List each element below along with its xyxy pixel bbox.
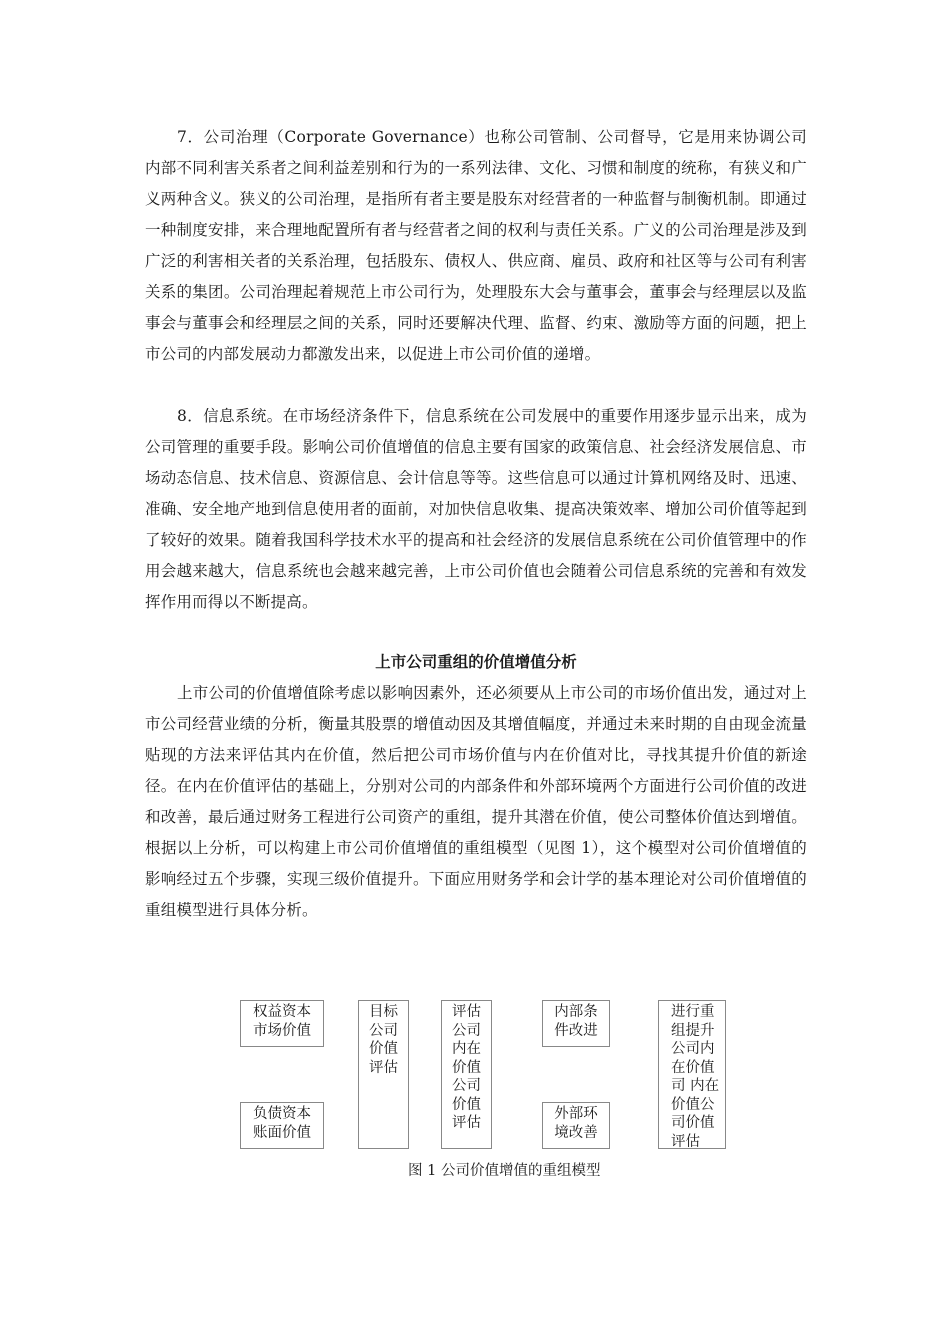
figure-caption: 图 1 公司价值增值的重组模型 xyxy=(408,1163,601,1179)
target-box-label: 目标 公司 价值 评估 xyxy=(369,1004,398,1076)
internal-box-label: 内部条 件改进 xyxy=(554,1004,598,1039)
equity-box-label: 权益资本 市场价值 xyxy=(253,1004,311,1039)
equity-market-value-box xyxy=(240,1000,324,1047)
debt-box-label: 负债资本 账面价值 xyxy=(253,1106,311,1141)
paragraph-value-analysis: 上市公司的价值增值除考虑以影响因素外，还必须要从上市公司的市场价值出发，通过对上市公司经营业绩的分析，衡量其股票的增值动因及其增值幅度，并通过未来时期的自由现金流量贴现的方法来评估其内在价值，然后把公司市场价值与内在价值对比，寻找其提升价值的新途径。在内在价值评估的基础上，分别对公司的内部条件和外部环境两个方面进行公司价值的改进和改善，最后通过财务工程进行公司资产的重组，提升其潜在价值，使公司整体价值达到增值。根据以上分析，可以构建上市公司价值增值的重组模型（见图 1），这个模型对公司价值增值的影响经过五个步骤，实现三级价值提升。下面应用财务学和会计学的基本理论对公司价值增值的重组模型进行具体分析。 xyxy=(145,684,807,919)
external-box-label: 外部环 境改善 xyxy=(554,1106,598,1141)
paragraph-corporate-governance: 7．公司治理（Corporate Governance）也称公司管制、公司督导，它是用来协调公司内部不同利害关系者之间利益差别和行为的一系列法律、文化、习惯和制度的统称，有狭义和广义两种含义。狭义的公司治理，是指所有者主要是股东对经营者的一种监督与制衡机制。即通过一种制度安排，来合理地配置所有者与经营者之间的权利与责任关系。广义的公司治理是涉及到广泛的利害相关者的关系治理，包括股东、债权人、供应商、雇员、政府和社区等与公司有利害关系的集团。公司治理起着规范上市公司行为，处理股东大会与董事会，董事会与经理层以及监事会与董事会和经理层之间的关系，同时还要解决代理、监督、约束、激励等方面的问题，把上市公司的内部发展动力都激发出来，以促进上市公司价值的递增。 xyxy=(145,128,807,363)
intrinsic-value-assessment-box xyxy=(441,1000,492,1149)
external-improvement-box xyxy=(542,1102,610,1149)
section-title: 上市公司重组的价值增值分析 xyxy=(375,653,577,671)
paragraph-information-system: 8．信息系统。在市场经济条件下，信息系统在公司发展中的重要作用逐步显示出来，成为公司管理的重要手段。影响公司价值增值的信息主要有国家的政策信息、社会经济发展信息、市场动态信息、技术信息、资源信息、会计信息等等。这些信息可以通过计算机网络及时、迅速、准确、安全地产地到信息使用者的面前，对加快信息收集、提高决策效率、增加公司价值等起到了较好的效果。随着我国科学技术水平的提高和社会经济的发展信息系统在公司价值管理中的作用会越来越大，信息系统也会越来越完善，上市公司价值也会随着公司信息系统的完善和有效发挥作用而得以不断提高。 xyxy=(145,407,807,611)
restructure-box xyxy=(658,1000,726,1149)
debt-book-value-box xyxy=(240,1102,324,1149)
internal-improvement-box xyxy=(542,1000,610,1047)
restructure-box-label: 进行重组提升公司内在价值司 内在价值公司价值评估 xyxy=(671,1004,720,1150)
target-value-assessment-box xyxy=(358,1000,409,1149)
assess-box-label: 评估 公司 内在 价值 公司 价值 评估 xyxy=(452,1004,481,1131)
